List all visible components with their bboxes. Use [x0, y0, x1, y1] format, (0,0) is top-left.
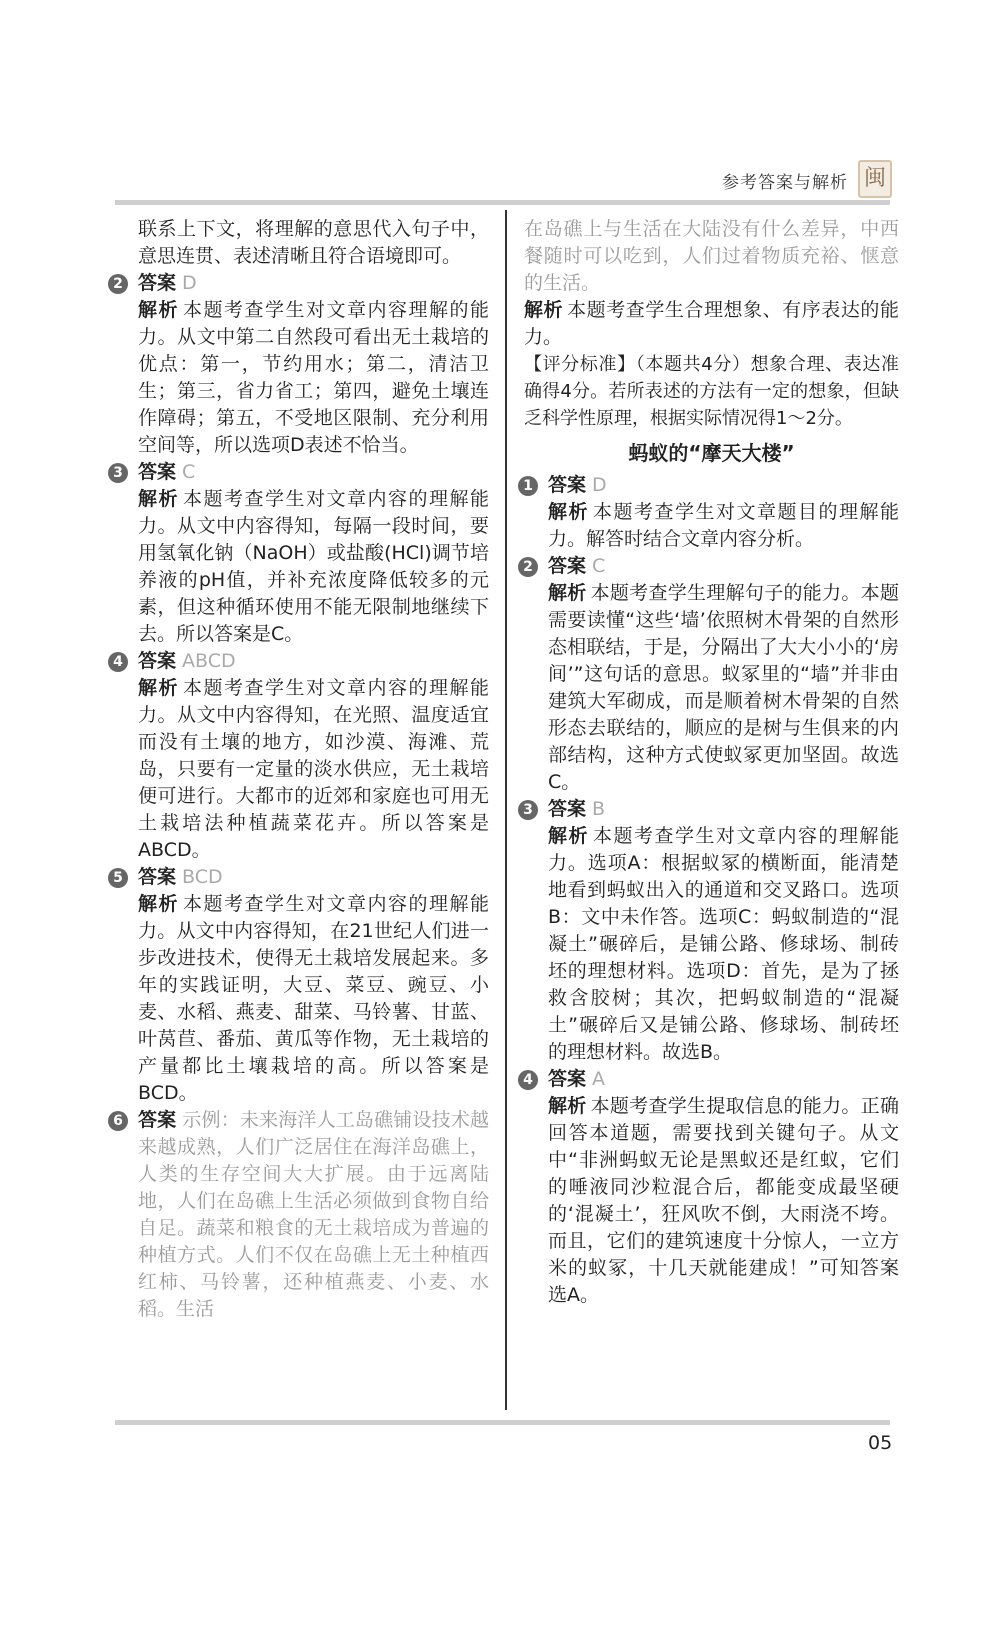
answer-label: 答案 [138, 650, 177, 672]
scoring-rubric: 【评分标准】（本题共4分）想象合理、表达准确得4分。若所表述的方法有一定的想象，但缺乏科学性原理，根据实际情况得1～2分。 [524, 354, 899, 429]
answer-label: 答案 [548, 1068, 587, 1090]
answer-value: C [182, 461, 196, 483]
section-title: 蚂蚁的“摩天大楼” [628, 441, 795, 465]
explanation-label: 解析 [548, 582, 587, 604]
question-number-badge: 3 [108, 463, 128, 483]
answer-item-r1 [524, 472, 899, 553]
footer-divider [115, 1420, 890, 1425]
answer-value: D [182, 272, 197, 294]
left-column [114, 216, 489, 1323]
explanation-label: 解析 [548, 1095, 587, 1117]
answer-label: 答案 [548, 555, 587, 577]
explanation-label: 解析 [138, 893, 179, 915]
explanation-label: 解析 [138, 299, 179, 321]
answer-value: BCD [182, 866, 223, 888]
explanation-label: 解析 [138, 677, 179, 699]
answer-label: 答案 [138, 1109, 177, 1131]
answer-item-3 [114, 459, 489, 648]
header-divider [115, 200, 890, 205]
explanation-label: 解析 [548, 501, 589, 523]
column-divider [505, 210, 507, 1410]
header-title: 参考答案与解析 [722, 173, 848, 193]
answer-label: 答案 [138, 272, 177, 294]
answer-item-r3 [524, 796, 899, 1066]
question-number-badge: 2 [518, 557, 538, 577]
answer-value: ABCD [182, 650, 236, 672]
explanation-text: 本题考查学生对文章内容的理解能力。从文中内容得知，在光照、温度适宜而没有土壤的地方，如沙漠、海滩、荒岛，只要有一定量的淡水供应，无土栽培便可进行。大都市的近郊和家庭也可用无土栽培法种植蔬菜花卉。所以答案是ABCD。 [138, 677, 489, 861]
explanation-text: 本题考查学生对文章内容的理解能力。从文中内容得知，在21世纪人们进一步改进技术，使得无土栽培发展起来。多年的实践证明，大豆、菜豆、豌豆、小麦、水稻、燕麦、甜菜、马铃薯、甘蓝、叶莴苣、番茄、黄瓜等作物，无土栽培的产量都比土壤栽培的高。所以答案是BCD。 [138, 893, 489, 1104]
answer-value: 示例： [182, 1109, 240, 1131]
answer-value: D [592, 474, 607, 496]
explanation-text: 本题考查学生对文章内容的理解能力。选项A：根据蚁冢的横断面，能清楚地看到蚂蚁出入的通道和交叉路口。选项B：文中未作答。选项C：蚂蚁制造的“混凝土”碾碎后，是铺公路、修球场、制砖坯的理想材料。选项D：首先，是为了拯救含胶树；其次，把蚂蚁制造的“混凝土”碾碎后又是铺公路、修球场、制砖坯的理想材料。故选B。 [548, 825, 899, 1063]
continued-explanation: 联系上下文，将理解的意思代入句子中，意思连贯、表述清晰且符合语境即可。 [138, 218, 489, 267]
question-number-badge: 2 [108, 274, 128, 294]
explanation-text: 本题考查学生合理想象、有序表达的能力。 [524, 299, 899, 348]
question-number-badge: 6 [108, 1111, 128, 1131]
answer-label: 答案 [548, 798, 587, 820]
question-number-badge: 4 [518, 1070, 538, 1090]
answer-label: 答案 [138, 461, 177, 483]
book-emblem-icon: 闽 [858, 160, 892, 198]
explanation-text: 本题考查学生提取信息的能力。正确回答本道题，需要找到关键句子。从文中“非洲蚂蚁无论是黑蚁还是红蚁，它们的唾液同沙粒混合后，都能变成最坚硬的‘混凝土’，狂风吹不倒，大雨浇不垮。而且，它们的建筑速度十分惊人，一立方米的蚁冢，十几天就能建成！”可知答案选A。 [548, 1095, 899, 1306]
page-number: 05 [868, 1432, 893, 1454]
answer-item-4 [114, 648, 489, 864]
sample-answer-text: 未来海洋人工岛礁铺设技术越来越成熟，人们广泛居住在海洋岛礁上，人类的生存空间大大扩展。由于远离陆地，人们在岛礁上生活必须做到食物自给自足。蔬菜和粮食的无土栽培成为普遍的种植方式。人们不仅在岛礁上无土种植西红柿、马铃薯，还种植燕麦、小麦、水稻。生活 [138, 1109, 489, 1320]
explanation-text: 本题考查学生理解句子的能力。本题需要读懂“这些‘墙’依照树木骨架的自然形态相联结，于是，分隔出了大大小小的‘房间’”这句话的意思。蚁冢里的“墙”并非由建筑大军砌成，而是顺着树木骨架的自然形态去联结的，顺应的是树与生俱来的内部结构，这种方式使蚁冢更加坚固。故选C。 [548, 582, 899, 793]
answer-item-r4 [524, 1066, 899, 1309]
explanation-label: 解析 [548, 825, 589, 847]
answer-item-6 [114, 1107, 489, 1323]
answer-value: B [592, 798, 606, 820]
question-number-badge: 1 [518, 476, 538, 496]
answer-label: 答案 [548, 474, 587, 496]
sample-answer-continued: 在岛礁上与生活在大陆没有什么差异，中西餐随时可以吃到，人们过着物质充裕、惬意的生活。 [524, 218, 899, 294]
explanation-text: 本题考查学生对文章内容理解的能力。从文中第二自然段可看出无土栽培的优点：第一，节约用水；第二，清洁卫生；第三，省力省工；第四，避免土壤连作障碍；第五，不受地区限制、充分利用空间等，所以选项D表述不恰当。 [138, 299, 489, 456]
answer-label: 答案 [138, 866, 177, 888]
explanation-label: 解析 [524, 299, 564, 321]
answer-value: A [592, 1068, 606, 1090]
question-number-badge: 4 [108, 652, 128, 672]
question-number-badge: 5 [108, 868, 128, 888]
answer-value: C [592, 555, 606, 577]
answer-item-r2 [524, 553, 899, 796]
question-number-badge: 3 [518, 800, 538, 820]
explanation-text: 本题考查学生对文章内容的理解能力。从文中内容得知，每隔一段时间，要用氢氧化钠（NaOH）或盐酸(HCl)调节培养液的pH值，并补充浓度降低较多的元素，但这种循环使用不能无限制地继续下去。所以答案是C。 [138, 488, 489, 645]
explanation-label: 解析 [138, 488, 179, 510]
answer-item-5 [114, 864, 489, 1107]
right-column [524, 216, 899, 1309]
explanation-text: 本题考查学生对文章题目的理解能力。解答时结合文章内容分析。 [548, 501, 899, 550]
answer-item-2 [114, 270, 489, 459]
